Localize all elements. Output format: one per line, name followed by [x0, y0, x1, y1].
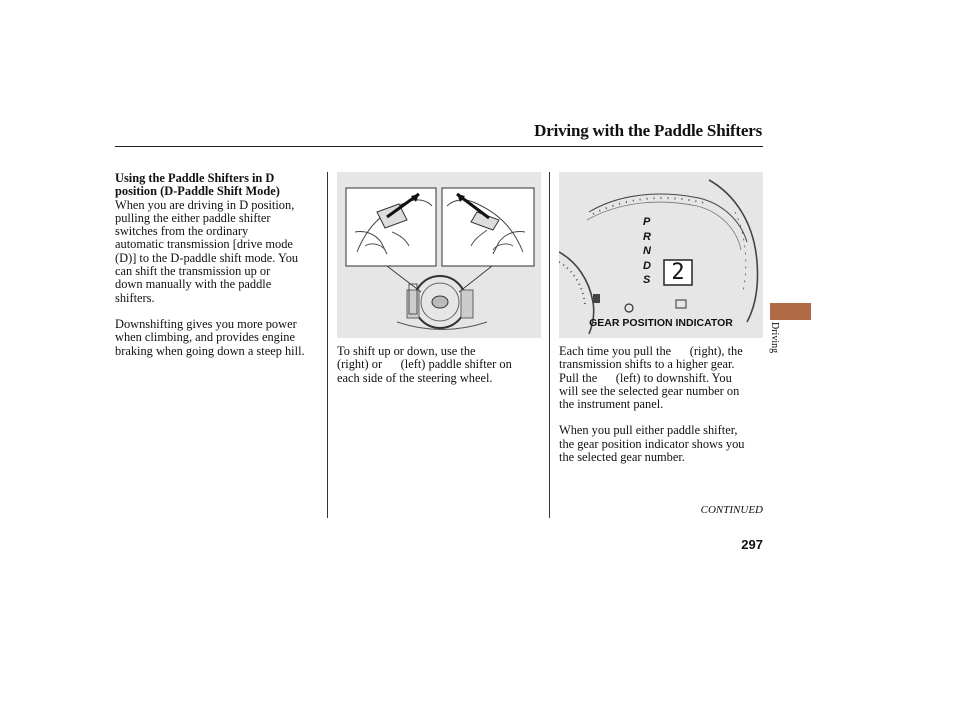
text-line: braking when going down a steep hill. [115, 343, 305, 358]
section-side-label [768, 322, 782, 372]
gear-number-display: 2 [671, 260, 685, 285]
continued-label: CONTINUED [700, 504, 763, 516]
subheading-line-1: Using the Paddle Shifters in D [115, 171, 275, 185]
middle-column [337, 345, 543, 385]
page-title: Driving with the Paddle Shifters [534, 121, 762, 140]
column-divider [327, 172, 328, 518]
gear-letter: P [643, 216, 651, 228]
text-line: the selected gear number. [559, 450, 685, 465]
text-line: each side of the steering wheel. [337, 370, 493, 385]
text-line: shifters. [115, 290, 155, 305]
gear-letter: R [643, 230, 651, 243]
gear-letter: D [643, 259, 651, 272]
gear-letter: N [643, 245, 651, 257]
text-line: To shift up or down, use the [337, 344, 476, 358]
title-rule [115, 146, 763, 147]
text-line: (right) or (left) paddle shifter on [337, 357, 512, 372]
text-line: pulling the either paddle shifter [115, 210, 271, 225]
column-divider [549, 172, 550, 518]
text-line: Downshifting gives you more power [115, 316, 297, 331]
figure-label: GEAR POSITION INDICATOR [589, 317, 733, 329]
paddle-shifter-illustration [337, 172, 541, 338]
text-line: When you pull either paddle shifter, [559, 423, 738, 438]
gear-letter: S [643, 274, 651, 286]
text-line: down manually with the paddle [115, 277, 272, 292]
text-line: automatic transmission [drive mode [115, 237, 293, 252]
text-line: will see the selected gear number on [559, 383, 740, 398]
text-line: when climbing, and provides engine [115, 330, 295, 345]
section-tab [770, 303, 811, 320]
subheading-line-2: position (D-Paddle Shift Mode) [115, 184, 280, 199]
text-line: Pull the (left) to downshift. You [559, 370, 732, 385]
text-line: can shift the transmission up or [115, 264, 271, 279]
instrument-cluster-drawing [559, 172, 763, 338]
text-line: Each time you pull the (right), the [559, 344, 743, 358]
gear-letter-list [643, 215, 651, 288]
text-line: the gear position indicator shows you [559, 436, 745, 451]
steering-wheel-drawing [337, 172, 541, 338]
page-number: 297 [741, 537, 763, 552]
text-line: switches from the ordinary [115, 224, 249, 239]
right-column [559, 345, 765, 464]
section-label-text: Driving [769, 322, 780, 354]
text-line: (D)] to the D-paddle shift mode. You [115, 250, 299, 265]
gear-position-indicator-figure [559, 172, 763, 338]
text-line: When you are driving in D position, [115, 197, 295, 212]
left-column [115, 172, 325, 358]
text-line: the instrument panel. [559, 397, 664, 412]
text-line: transmission shifts to a higher gear. [559, 357, 735, 372]
